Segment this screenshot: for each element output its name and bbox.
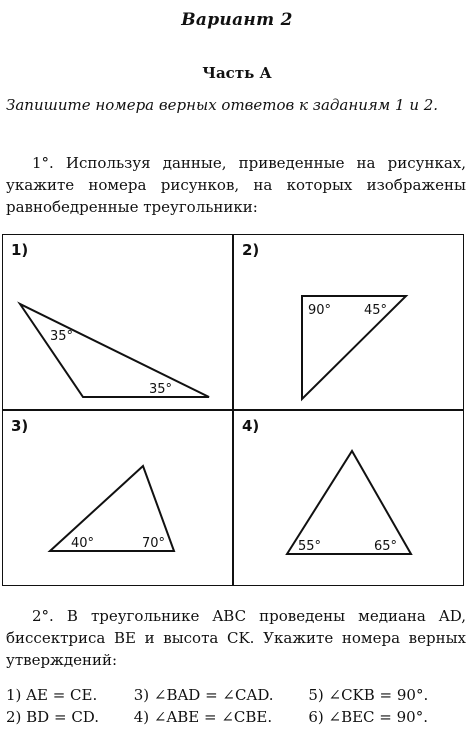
answer-option-3: 3) ∠BAD = ∠CAD. [133, 686, 274, 704]
figure-3-triangle [3, 411, 232, 585]
instruction-text: Запишите номера верных ответов к заданиям 1 и 2. [6, 96, 439, 114]
figure-1-triangle [3, 235, 232, 409]
figure-4-angle-a: 55° [298, 539, 322, 554]
variant-title: Вариант 2 [181, 10, 293, 30]
figure-1-label: 1) [11, 241, 29, 259]
figure-1-angle-a: 35° [50, 329, 74, 344]
task-1-text: 1°. Используя данные, приведенные на рисунках, укажите номера рисунков, на которых изображены равнобедренные треугольники: [6, 154, 466, 216]
figure-4-label: 4) [242, 417, 260, 435]
figure-4-angle-b: 65° [374, 539, 398, 554]
answer-options [6, 684, 468, 728]
figure-2-angle-a: 90° [308, 303, 332, 318]
answer-row [6, 684, 468, 706]
figure-2-angle-b: 45° [364, 303, 388, 318]
figure-3-angle-a: 40° [71, 536, 95, 551]
answer-option-1: 1) AE = CE. [6, 686, 98, 704]
figure-3 [3, 411, 232, 585]
figure-3-label: 3) [11, 417, 29, 435]
task-2 [6, 605, 466, 671]
task-2-text: 2°. В треугольнике ABC проведены медиана AD, биссектриса BE и высота CK. Укажите номера верных утверждений: [6, 607, 466, 669]
figure-1 [3, 235, 232, 409]
answer-option-4: 4) ∠ABE = ∠CBE. [133, 708, 273, 726]
figure-2-label: 2) [242, 241, 260, 259]
figures-grid [2, 234, 464, 586]
figure-2-triangle [234, 235, 463, 409]
figure-4 [234, 411, 463, 585]
figure-3-angle-b: 70° [142, 536, 166, 551]
figure-2 [234, 235, 463, 409]
figure-1-angle-b: 35° [149, 382, 173, 397]
answer-option-2: 2) BD = CD. [6, 708, 100, 726]
part-title: Часть А [202, 64, 272, 82]
answer-option-6: 6) ∠BEC = 90°. [308, 708, 428, 726]
answer-option-5: 5) ∠CKB = 90°. [308, 686, 429, 704]
answer-row [6, 706, 468, 728]
task-1 [6, 152, 466, 218]
figure-4-triangle [234, 411, 463, 585]
